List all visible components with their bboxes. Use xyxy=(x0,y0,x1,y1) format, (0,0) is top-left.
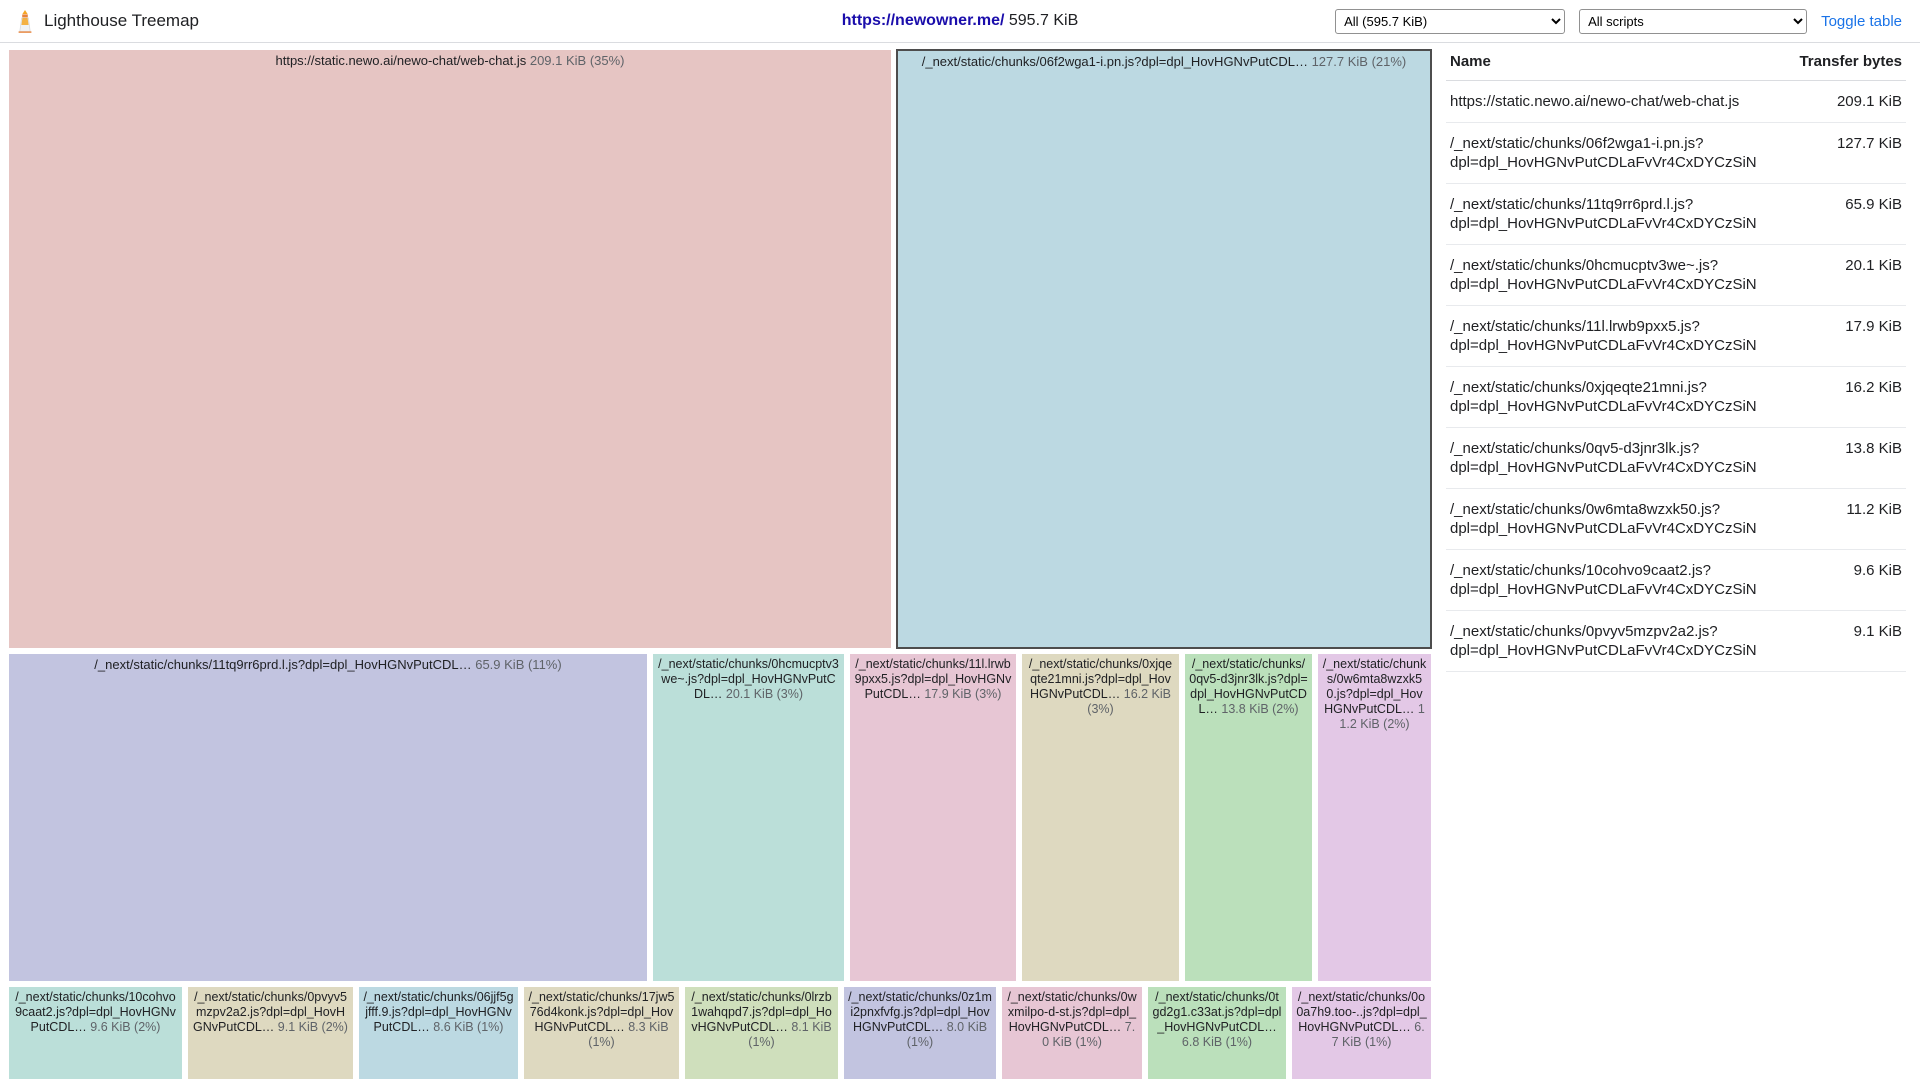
treemap-node-label: /_next/static/chunks/10cohvo9caat2.js?dpl=dpl_HovHGNvPutCDL… 9.6 KiB (2%) xyxy=(15,990,176,1034)
treemap-node-label: /_next/static/chunks/0z1mi2pnxfvfg.js?dpl=dpl_HovHGNvPutCDL… 8.0 KiB (1%) xyxy=(848,990,992,1049)
column-header-transfer-bytes[interactable]: Transfer bytes xyxy=(1795,43,1906,81)
table-header-row xyxy=(1446,43,1906,81)
cell-name: https://static.newo.ai/newo-chat/web-chat.js xyxy=(1446,81,1795,123)
treemap-node-label: /_next/static/chunks/0hcmucptv3we~.js?dpl=dpl_HovHGNvPutCDL… 20.1 KiB (3%) xyxy=(658,657,839,701)
treemap-node-size: 20.1 KiB (3%) xyxy=(725,687,804,701)
cell-transfer-bytes: 13.8 KiB xyxy=(1795,428,1906,489)
treemap-node-size: 127.7 KiB (21%) xyxy=(1311,54,1407,69)
table-row[interactable] xyxy=(1446,489,1906,550)
treemap-node[interactable] xyxy=(1291,986,1432,1080)
treemap-chart[interactable] xyxy=(0,43,1432,1080)
body xyxy=(0,43,1920,1080)
table-row[interactable] xyxy=(1446,306,1906,367)
cell-name: /_next/static/chunks/06f2wga1-i.pn.js?dpl=dpl_HovHGNvPutCDLaFvVr4CxDYCzSiN xyxy=(1446,123,1795,184)
cell-name: /_next/static/chunks/0qv5-d3jnr3lk.js?dpl=dpl_HovHGNvPutCDLaFvVr4CxDYCzSiN xyxy=(1446,428,1795,489)
treemap-node-label: /_next/static/chunks/0tgd2g1.c33at.js?dpl=dpl_HovHGNvPutCDL… 6.8 KiB (1%) xyxy=(1152,990,1282,1049)
treemap-node-size: 8.0 KiB (1%) xyxy=(906,1020,988,1049)
treemap-node[interactable] xyxy=(8,986,183,1080)
cell-transfer-bytes: 65.9 KiB xyxy=(1795,184,1906,245)
treemap-node-size: 6.8 KiB (1%) xyxy=(1181,1035,1253,1049)
table-row[interactable] xyxy=(1446,81,1906,123)
cell-name: /_next/static/chunks/11tq9rr6prd.l.js?dpl=dpl_HovHGNvPutCDLaFvVr4CxDYCzSiN xyxy=(1446,184,1795,245)
cell-name: /_next/static/chunks/0pvyv5mzpv2a2.js?dpl=dpl_HovHGNvPutCDLaFvVr4CxDYCzSiN xyxy=(1446,611,1795,672)
treemap-node-label: /_next/static/chunks/0o0a7h9.too-..js?dpl=dpl_HovHGNvPutCDL… 6.7 KiB (1%) xyxy=(1296,990,1427,1049)
treemap-node[interactable] xyxy=(1184,653,1313,982)
page-url: https://newowner.me/ xyxy=(841,12,1005,29)
script-select[interactable] xyxy=(1579,9,1807,34)
treemap-node-size: 13.8 KiB (2%) xyxy=(1221,702,1299,716)
table-row[interactable] xyxy=(1446,184,1906,245)
treemap-node[interactable] xyxy=(652,653,845,982)
page-total-size: 595.7 KiB xyxy=(1008,12,1079,29)
cell-name: /_next/static/chunks/0xjqeqte21mni.js?dpl=dpl_HovHGNvPutCDLaFvVr4CxDYCzSiN xyxy=(1446,367,1795,428)
table-row[interactable] xyxy=(1446,428,1906,489)
treemap-node-size: 11.2 KiB (2%) xyxy=(1339,702,1425,731)
treemap-node-size: 7.0 KiB (1%) xyxy=(1042,1020,1136,1049)
treemap-node-size: 16.2 KiB (3%) xyxy=(1087,687,1172,716)
treemap-node-label: /_next/static/chunks/0lrzb1wahqpd7.js?dpl=dpl_HovHGNvPutCDL… 8.1 KiB (1%) xyxy=(691,990,832,1049)
cell-name: /_next/static/chunks/0hcmucptv3we~.js?dpl=dpl_HovHGNvPutCDLaFvVr4CxDYCzSiN xyxy=(1446,245,1795,306)
treemap-node[interactable] xyxy=(8,49,892,649)
cell-name: /_next/static/chunks/10cohvo9caat2.js?dpl=dpl_HovHGNvPutCDLaFvVr4CxDYCzSiN xyxy=(1446,550,1795,611)
treemap-node[interactable] xyxy=(684,986,839,1080)
table-row[interactable] xyxy=(1446,245,1906,306)
table-body xyxy=(1446,81,1906,672)
app-title: Lighthouse Treemap xyxy=(44,11,199,30)
table-row[interactable] xyxy=(1446,550,1906,611)
bundle-select[interactable] xyxy=(1335,9,1565,34)
treemap-node-label: /_next/static/chunks/0xjqeqte21mni.js?dpl=dpl_HovHGNvPutCDL… 16.2 KiB (3%) xyxy=(1028,657,1173,716)
column-header-name[interactable]: Name xyxy=(1446,43,1795,81)
treemap-node-size: 17.9 KiB (3%) xyxy=(924,687,1002,701)
treemap-node[interactable] xyxy=(187,986,354,1080)
treemap-node-size: 65.9 KiB (11%) xyxy=(475,657,562,672)
table-head xyxy=(1446,43,1906,81)
treemap-node-size: 209.1 KiB (35%) xyxy=(529,53,625,68)
treemap-node[interactable] xyxy=(1021,653,1180,982)
treemap-node[interactable] xyxy=(523,986,680,1080)
treemap-node-size: 9.1 KiB (2%) xyxy=(277,1020,348,1034)
table-row[interactable] xyxy=(1446,123,1906,184)
treemap-node[interactable] xyxy=(896,49,1432,649)
table-row[interactable] xyxy=(1446,611,1906,672)
treemap-node-label: /_next/static/chunks/0pvyv5mzpv2a2.js?dpl=dpl_HovHGNvPutCDL… 9.1 KiB (2%) xyxy=(193,990,348,1034)
treemap-node-label: /_next/static/chunks/0w6mta8wzxk50.js?dpl=dpl_HovHGNvPutCDL… 11.2 KiB (2%) xyxy=(1322,657,1427,731)
cell-transfer-bytes: 127.7 KiB xyxy=(1795,123,1906,184)
treemap-node-size: 6.7 KiB (1%) xyxy=(1331,1020,1425,1049)
toggle-table-button[interactable]: Toggle table xyxy=(1821,12,1902,30)
treemap-node-label: /_next/static/chunks/17jw576d4konk.js?dpl=dpl_HovHGNvPutCDL… 8.3 KiB (1%) xyxy=(528,990,675,1049)
app-header xyxy=(0,0,1920,43)
treemap-node-size: 9.6 KiB (2%) xyxy=(90,1020,161,1034)
treemap-node-label: https://static.newo.ai/newo-chat/web-chat.js 209.1 KiB (35%) xyxy=(275,53,625,68)
treemap-node-size: 8.1 KiB (1%) xyxy=(748,1020,832,1049)
cell-transfer-bytes: 16.2 KiB xyxy=(1795,367,1906,428)
treemap-node-label: /_next/static/chunks/11l.lrwb9pxx5.js?dpl=dpl_HovHGNvPutCDL… 17.9 KiB (3%) xyxy=(854,657,1012,701)
cell-transfer-bytes: 20.1 KiB xyxy=(1795,245,1906,306)
treemap-node[interactable] xyxy=(8,653,648,982)
treemap-node-label: /_next/static/chunks/06f2wga1-i.pn.js?dpl=dpl_HovHGNvPutCDL… 127.7 KiB (21%) xyxy=(921,54,1407,69)
treemap-node-label: /_next/static/chunks/0qv5-d3jnr3lk.js?dpl=dpl_HovHGNvPutCDL… 13.8 KiB (2%) xyxy=(1189,657,1308,716)
treemap-node[interactable] xyxy=(849,653,1017,982)
cell-transfer-bytes: 209.1 KiB xyxy=(1795,81,1906,123)
cell-name: /_next/static/chunks/0w6mta8wzxk50.js?dpl=dpl_HovHGNvPutCDLaFvVr4CxDYCzSiN xyxy=(1446,489,1795,550)
treemap-node[interactable] xyxy=(1147,986,1287,1080)
table-row[interactable] xyxy=(1446,367,1906,428)
treemap-node-label: /_next/static/chunks/0wxmilpo-d-st.js?dpl=dpl_HovHGNvPutCDL… 7.0 KiB (1%) xyxy=(1007,990,1137,1049)
treemap-node-label: /_next/static/chunks/06jjf5gjfff.9.js?dpl=dpl_HovHGNvPutCDL… 8.6 KiB (1%) xyxy=(363,990,514,1034)
treemap-node[interactable] xyxy=(1317,653,1432,982)
cell-transfer-bytes: 9.1 KiB xyxy=(1795,611,1906,672)
header-controls xyxy=(1335,9,1906,34)
treemap-node[interactable] xyxy=(1001,986,1143,1080)
brand xyxy=(14,9,199,33)
treemap-node[interactable] xyxy=(843,986,997,1080)
lighthouse-icon xyxy=(14,9,36,33)
treemap-node[interactable] xyxy=(358,986,519,1080)
table-pane xyxy=(1432,43,1920,1080)
cell-transfer-bytes: 9.6 KiB xyxy=(1795,550,1906,611)
cell-transfer-bytes: 17.9 KiB xyxy=(1795,306,1906,367)
treemap-node-size: 8.3 KiB (1%) xyxy=(588,1020,669,1049)
treemap-node-size: 8.6 KiB (1%) xyxy=(433,1020,504,1034)
treemap-node-label: /_next/static/chunks/11tq9rr6prd.l.js?dpl=dpl_HovHGNvPutCDL… 65.9 KiB (11%) xyxy=(94,657,562,672)
cell-name: /_next/static/chunks/11l.lrwb9pxx5.js?dpl=dpl_HovHGNvPutCDLaFvVr4CxDYCzSiN xyxy=(1446,306,1795,367)
resources-table xyxy=(1446,43,1906,672)
cell-transfer-bytes: 11.2 KiB xyxy=(1795,489,1906,550)
